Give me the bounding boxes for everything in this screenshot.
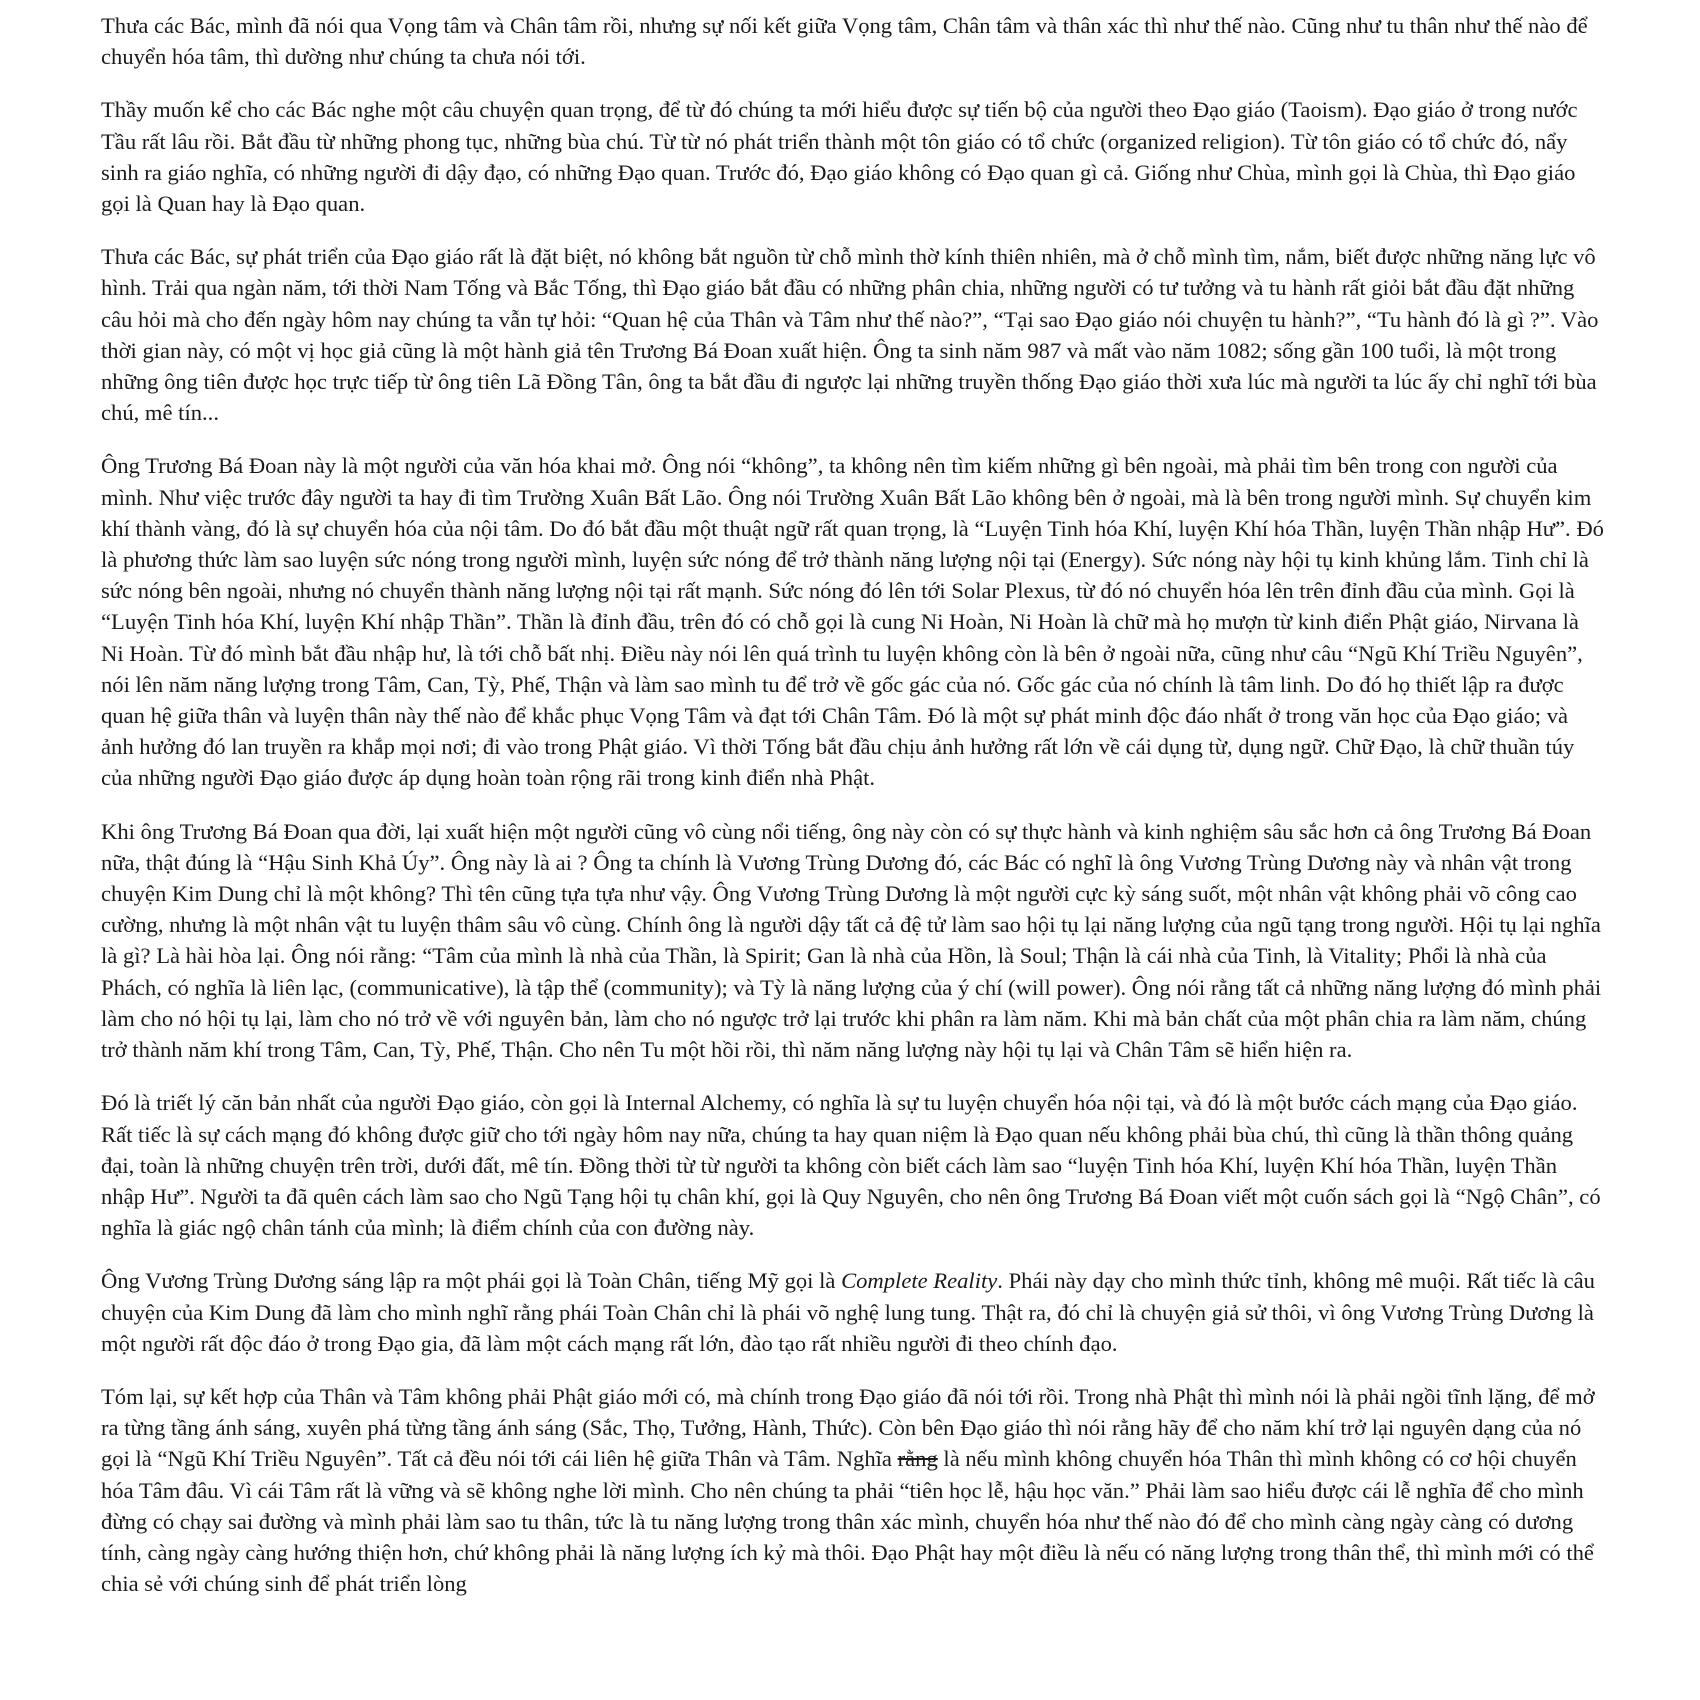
paragraph-7-text-start: Ông Vương Trùng Dương sáng lập ra một phái gọi là Toàn Chân, tiếng Mỹ gọi là (101, 1268, 842, 1294)
paragraph-6-text: Đó là triết lý căn bản nhất của người Đạo giáo, còn gọi là Internal Alchemy, có nghĩa là sự tu luyện chuyển hóa nội tại, và đó là một bước cách mạng của Đạo giáo. Rất tiếc là sự cách mạng đó không được giữ cho tới ngày hôm nay nữa, chúng ta hay quan niệm là Đạo quan nếu không phải bùa chú, thì cũng là thần thông quảng đại, toàn là những chuyện trên trời, dưới đất, mê tín. Đồng thời từ từ người ta không còn biết cách làm sao “luyện Tinh hóa Khí, luyện Khí hóa Thần, luyện Thần nhập Hư”. Người ta đã quên cách làm sao cho Ngũ Tạng hội tụ chân khí, gọi là Quy Nguyên, cho nên ông Trương Bá Đoan viết một cuốn sách gọi là “Ngộ Chân”, có nghĩa là giác ngộ chân tánh của mình; là điểm chính của con đường này. (101, 1090, 1601, 1241)
paragraph-3-text: Thưa các Bác, sự phát triển của Đạo giáo rất là đặt biệt, nó không bắt nguồn từ chỗ mình thờ kính thiên nhiên, mà ở chỗ mình tìm, nắm, biết được những năng lực vô hình. Trải qua ngàn năm, tới thời Nam Tống và Bắc Tống, thì Đạo giáo bắt đầu có những phân chia, những người có tư tưởng và tu hành rất giỏi bắt đầu đặt những câu hỏi mà cho đến ngày hôm nay chúng ta vẫn tự hỏi: “Quan hệ của Thân và Tâm như thế nào?”, “Tại sao Đạo giáo nói chuyện tu hành?”, “Tu hành đó là gì ?”. Vào thời gian này, có một vị học giả cũng là một hành giả tên Trương Bá Đoan xuất hiện. Ông ta sinh năm 987 và mất vào năm 1082; sống gần 100 tuổi, là một trong những ông tiên được học trực tiếp từ ông tiên Lã Đồng Tân, ông ta bắt đầu đi ngược lại những truyền thống Đạo giáo thời xưa lúc mà người ta lúc ấy chỉ nghĩ tới bùa chú, mê tín... (101, 244, 1599, 426)
paragraph-6 (101, 1087, 1606, 1243)
paragraph-2-text: Thầy muốn kể cho các Bác nghe một câu chuyện quan trọng, để từ đó chúng ta mới hiểu được sự tiến bộ của người theo Đạo giáo (Taoism). Đạo giáo ở trong nước Tầu rất lâu rồi. Bắt đầu từ những phong tục, những bùa chú. Từ từ nó phát triển thành một tôn giáo có tổ chức (organized religion). Từ tôn giáo có tổ chức đó, nẩy sinh ra giáo nghĩa, có những người đi dậy đạo, có những Đạo quan. Trước đó, Đạo giáo không có Đạo quan gì cả. Giống như Chùa, mình gọi là Chùa, thì Đạo giáo gọi là Quan hay là Đạo quan. (101, 97, 1578, 217)
paragraph-4-text: Ông Trương Bá Đoan này là một người của văn hóa khai mở. Ông nói “không”, ta không nên tìm kiếm những gì bên ngoài, mà phải tìm bên trong con người của mình. Như việc trước đây người ta hay đi tìm Trường Xuân Bất Lão. Ông nói Trường Xuân Bất Lão không bên ở ngoài, mà là bên trong người mình. Sự chuyển kim khí thành vàng, đó là sự chuyển hóa của nội tâm. Do đó bắt đầu một thuật ngữ rất quan trọng, là “Luyện Tinh hóa Khí, luyện Khí hóa Thần, luyện Thần nhập Hư”. Đó là phương thức làm sao luyện sức nóng trong người mình, luyện sức nóng để trở thành năng lượng nội tại (Energy). Sức nóng này hội tụ kinh khủng lắm. Tinh chỉ là sức nóng bên ngoài, nhưng nó chuyển thành năng lượng nội tại rất mạnh. Sức nóng đó lên tới Solar Plexus, từ đó nó chuyển hóa lên trên đỉnh đầu của mình. Gọi là “Luyện Tinh hóa Khí, luyện Khí nhập Thần”. Thần là đỉnh đầu, trên đó có chỗ gọi là cung Ni Hoàn, Ni Hoàn là chữ mà họ mượn từ kinh điển Phật giáo, Nirvana là Ni Hoàn. Từ đó mình bắt đầu nhập hư, là tới chỗ bất nhị. Điều này nói lên quá trình tu luyện không còn là bên ở ngoài nữa, cũng như câu “Ngũ Khí Triều Nguyên”, nói lên năm năng lượng trong Tâm, Can, Tỳ, Phế, Thận và làm sao mình tu để trở về gốc gác của nó. Gốc gác của nó chính là tâm linh. Do đó họ thiết lập ra được quan hệ giữa thân và luyện thân này thế nào để khắc phục Vọng Tâm và đạt tới Chân Tâm. Đó là một sự phát minh độc đáo nhất ở trong văn học của Đạo giáo; và ảnh hưởng đó lan truyền ra khắp mọi nơi; đi vào trong Phật giáo. Vì thời Tống bắt đầu chịu ảnh hưởng rất lớn về cái dụng từ, dụng ngữ. Chữ Đạo, là chữ thuần túy của những người Đạo giáo được áp dụng hoàn toàn rộng rãi trong kinh điển nhà Phật. (101, 453, 1604, 791)
paragraph-8-text-end: là nếu mình không chuyển hóa Thân thì mình không có cơ hội chuyển hóa Tâm đâu. Vì cái Tâm rất là vững và sẽ không nghe lời mình. Cho nên chúng ta phải “tiên học lễ, hậu học văn.” Phải làm sao hiểu được cái lễ nghĩa để cho mình đừng có chạy sai đường và mình phải làm sao tu thân, tức là tu năng lượng trong thân xác mình, chuyển hóa như thế nào đó để cho mình càng ngày càng có dương tính, càng ngày càng hướng thiện hơn, chứ không phải là năng lượng ích kỷ mà thôi. Đạo Phật hay một điều là nếu có năng lượng trong thân thể, thì mình mới có thể chia sẻ với chúng sinh để phát triển lòng (101, 1446, 1594, 1597)
paragraph-7 (101, 1265, 1606, 1359)
italic-term-complete-reality: Complete Reality (841, 1268, 998, 1294)
paragraph-3 (101, 241, 1606, 428)
paragraph-5-text: Khi ông Trương Bá Đoan qua đời, lại xuất hiện một người cũng vô cùng nổi tiếng, ông này còn có sự thực hành và kinh nghiệm sâu sắc hơn cả ông Trương Bá Đoan nữa, thật đúng là “Hậu Sinh Khả Úy”. Ông này là ai ? Ông ta chính là Vương Trùng Dương đó, các Bác có nghĩ là ông Vương Trùng Dương này và nhân vật trong chuyện Kim Dung chỉ là một không? Thì tên cũng tựa tựa như vậy. Ông Vương Trùng Dương là một người cực kỳ sáng suốt, một nhân vật không phải võ công cao cường, nhưng là một nhân vật tu luyện thâm sâu vô cùng. Chính ông là người dậy tất cả đệ tử làm sao hội tụ lại năng lượng của ngũ tạng trong người. Hội tụ lại nghĩa là gì? Là hài hòa lại. Ông nói rằng: “Tâm của mình là nhà của Thần, là Spirit; Gan là nhà của Hồn, là Soul; Thận là cái nhà của Tinh, là Vitality; Phổi là nhà của Phách, có nghĩa là liên lạc, (communicative), là tập thể (community); và Tỳ là năng lượng của ý chí (will power). Ông nói rằng tất cả những năng lượng đó mình phải làm cho nó hội tụ lại, làm cho nó trở về với nguyên bản, làm cho nó ngược trở lại trước khi phân ra làm năm. Khi mà bản chất của một phân chia ra làm năm, chúng trở thành năm khí trong Tâm, Can, Tỳ, Phế, Thận. Cho nên Tu một hồi rồi, thì năm năng lượng này hội tụ lại và Chân Tâm sẽ hiển hiện ra. (101, 818, 1602, 1063)
paragraph-1 (101, 10, 1606, 72)
paragraph-8 (101, 1381, 1606, 1599)
paragraph-4 (101, 450, 1606, 793)
paragraph-1-text: Thưa các Bác, mình đã nói qua Vọng tâm và Chân tâm rồi, nhưng sự nối kết giữa Vọng tâm, Chân tâm và thân xác thì như thế nào. Cũng như tu thân như thế nào để chuyển hóa tâm, thì dường như chúng ta chưa nói tới. (101, 13, 1588, 70)
paragraph-8-text-start: Tóm lại, sự kết hợp của Thân và Tâm không phải Phật giáo mới có, mà chính trong Đạo giáo đã nói tới rồi. Trong nhà Phật thì mình nói là phải ngồi tĩnh lặng, để mở ra từng tầng ánh sáng, xuyên phá từng tầng ánh sáng (Sắc, Thọ, Tưởng, Hành, Thức). Còn bên Đạo giáo thì nói rằng hãy để cho năm khí trở lại nguyên dạng của nó gọi là “Ngũ Khí Triều Nguyên”. Tất cả đều nói tới cái liên hệ giữa Thân và Tâm. Nghĩa (101, 1383, 1595, 1472)
paragraph-5 (101, 816, 1606, 1066)
struck-word: rằng (897, 1446, 938, 1472)
paragraph-2 (101, 94, 1606, 219)
paragraph-7-text-end: . Phái này dạy cho mình thức tỉnh, không mê muội. Rất tiếc là câu chuyện của Kim Dung đã làm cho mình nghĩ rằng phái Toàn Chân chỉ là phái võ nghệ lung tung. Thật ra, đó chỉ là chuyện giả sử thôi, vì ông Vương Trùng Dương là một người rất độc đáo ở trong Đạo gia, đã làm một cách mạng rất lớn, đào tạo rất nhiều người đi theo chính đạo. (101, 1268, 1595, 1356)
document-page (101, 10, 1606, 1621)
